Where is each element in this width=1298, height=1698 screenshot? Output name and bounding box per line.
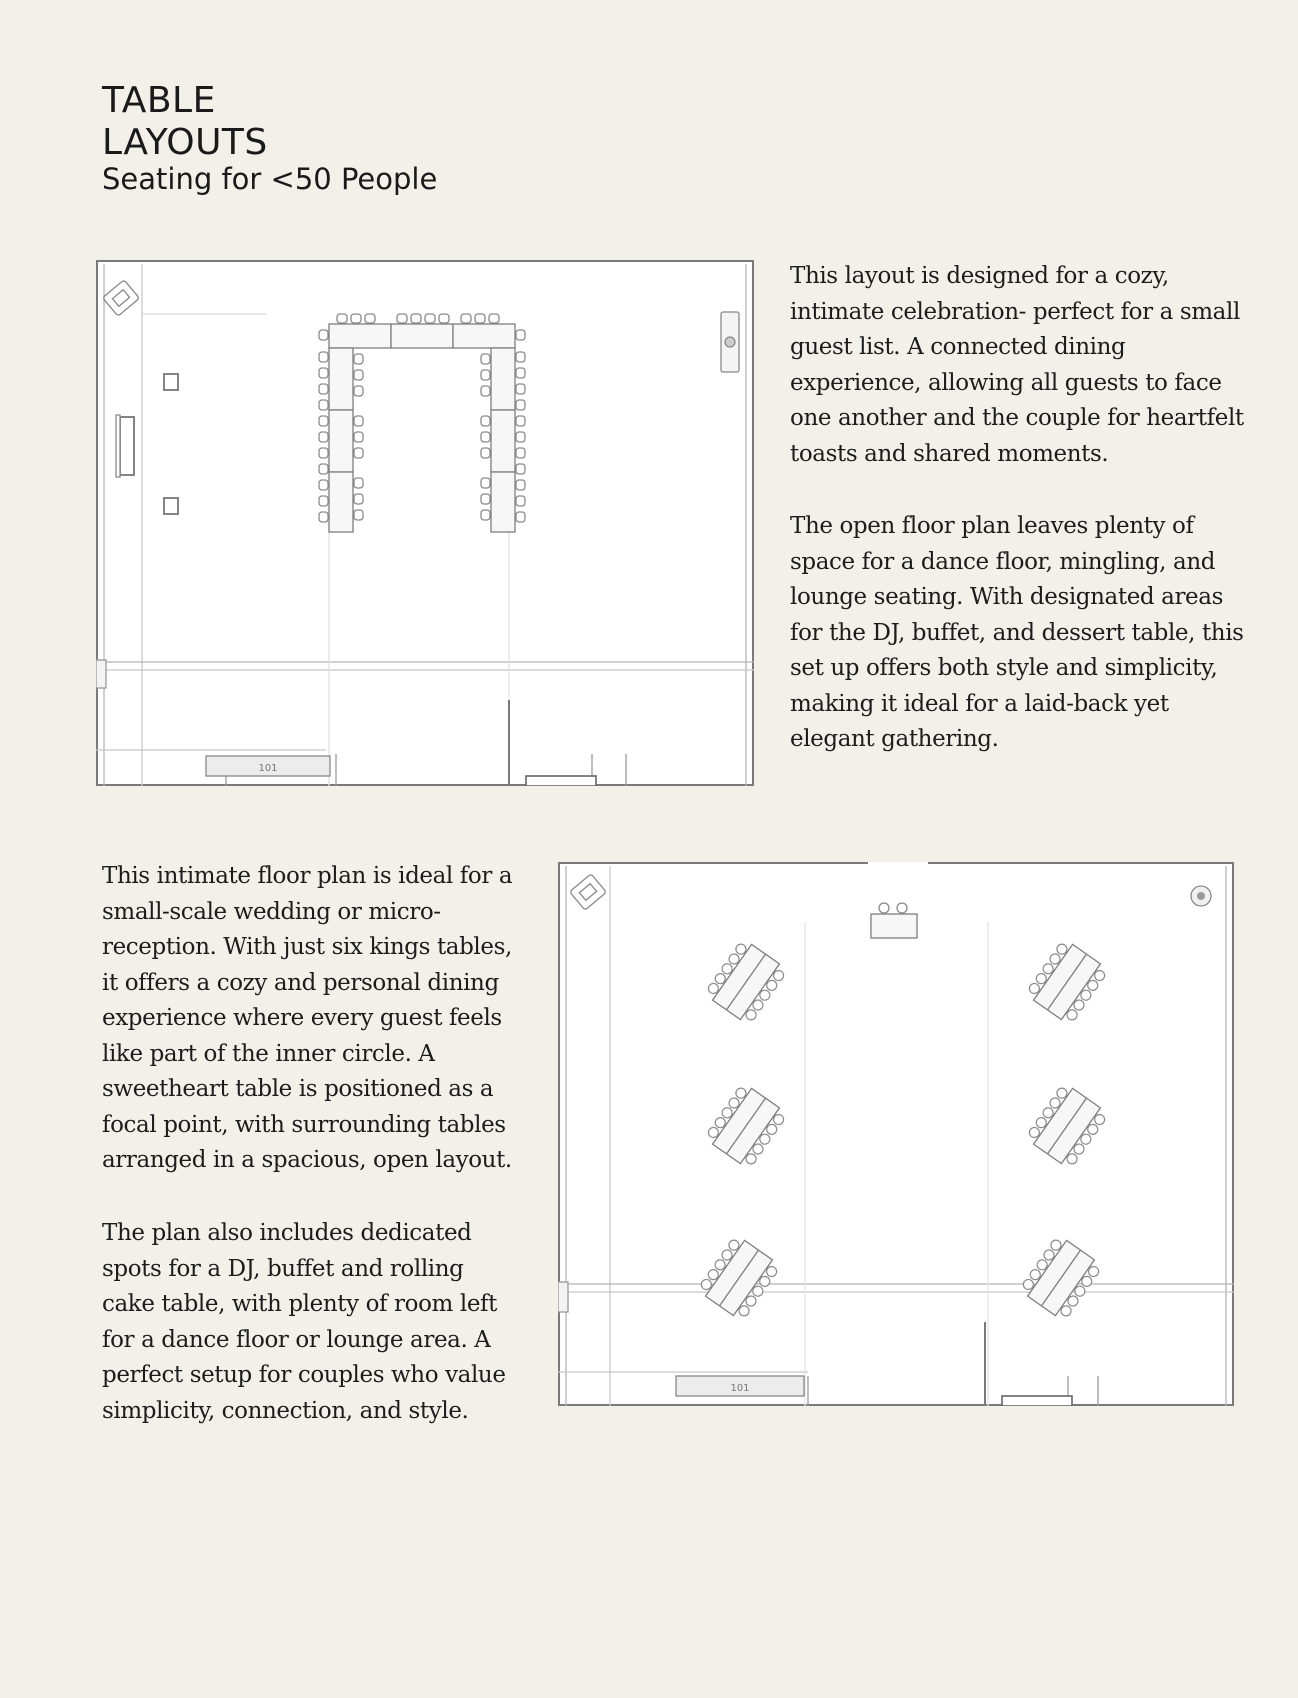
title-line-2: LAYOUTS [102, 122, 268, 163]
floor-plan-kings-tables-drawing [558, 862, 1234, 1406]
floor-plan-u-shape [96, 260, 754, 786]
section2-paragraph-2: The plan also includes dedicated spots for a DJ, buffet and rolling cake table, with plenty of room left for a dance floor or lounge area. A perfect setup for couples who value simplicity, connection, and style. [102, 1220, 506, 1424]
floor-plan-kings-tables [558, 862, 1234, 1406]
section1-paragraph-1: This layout is designed for a cozy, intimate celebration- perfect for a small guest list. A connected dining experience, allowing all guests to face one another and the couple for heartfelt toasts and shared moments. [790, 263, 1244, 467]
plan1-table-label: 101 [258, 763, 278, 774]
page-title [102, 80, 268, 164]
section2-paragraph-1: This intimate floor plan is ideal for a small-scale wedding or micro-reception. With just six kings tables, it offers a cozy and personal dining experience where every guest feels like part of the inner circle. A sweetheart table is positioned as a focal point, with surrounding tables arranged in a spacious, open layout. [102, 863, 513, 1173]
section1-paragraph-2: The open floor plan leaves plenty of space for a dance floor, mingling, and lounge seating. With designated areas for the DJ, buffet, and dessert table, this set up offers both style and simplicity, making it ideal for a laid-back yet elegant gathering. [790, 513, 1244, 752]
floor-plan-u-shape-drawing [96, 260, 754, 786]
title-line-1: TABLE [102, 80, 216, 121]
page-subtitle: Seating for <50 People [102, 162, 438, 196]
plan2-table-label: 101 [730, 1383, 750, 1394]
